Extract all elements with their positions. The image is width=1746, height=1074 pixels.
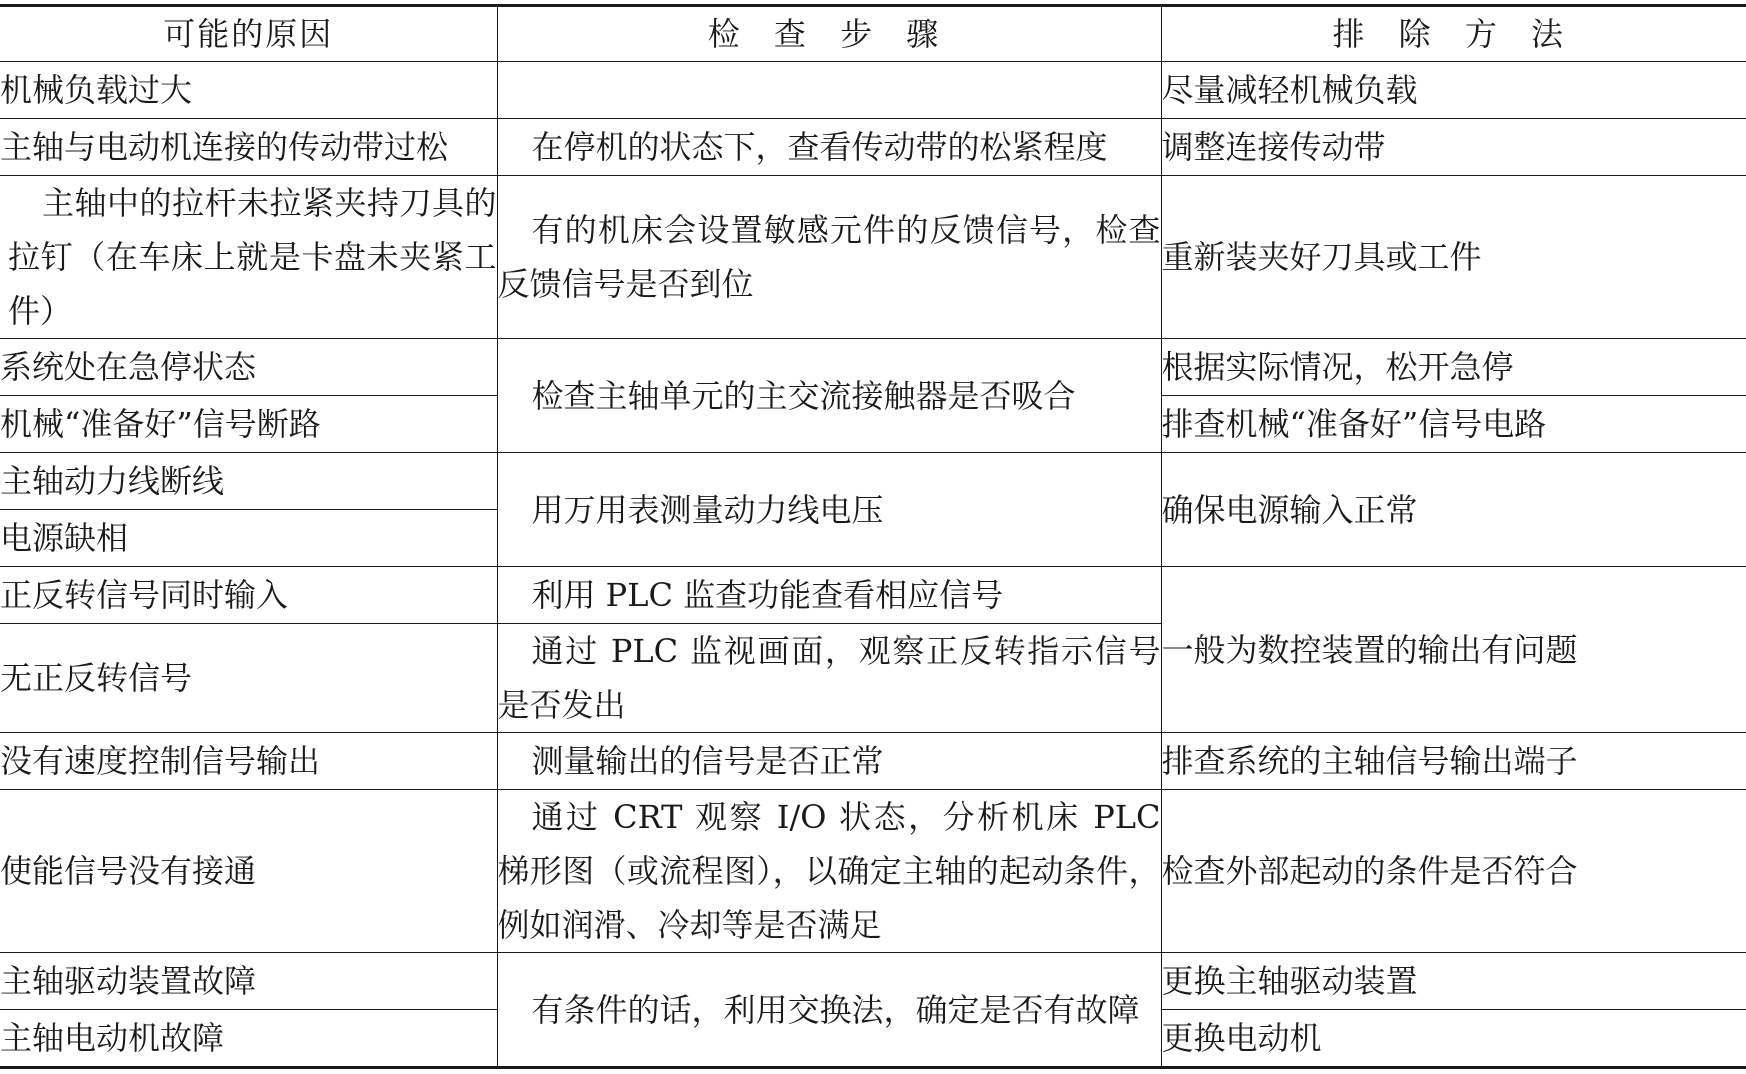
method-cell: 排查机械“准备好”信号电路 <box>1161 396 1746 453</box>
method-cell: 尽量减轻机械负载 <box>1161 62 1746 119</box>
cause-cell: 没有速度控制信号输出 <box>0 733 497 790</box>
table-row <box>0 62 1746 119</box>
cause-cell: 主轴与电动机连接的传动带过松 <box>0 119 497 176</box>
method-cell: 根据实际情况，松开急停 <box>1161 339 1746 396</box>
cause-cell: 使能信号没有接通 <box>0 790 497 953</box>
table-row <box>0 119 1746 176</box>
step-cell: 检查主轴单元的主交流接触器是否吸合 <box>497 339 1161 453</box>
method-cell: 更换主轴驱动装置 <box>1161 953 1746 1010</box>
cause-cell: 电源缺相 <box>0 510 497 567</box>
method-cell: 检查外部起动的条件是否符合 <box>1161 790 1746 953</box>
cause-cell: 主轴驱动装置故障 <box>0 953 497 1010</box>
table-header-row <box>0 6 1746 62</box>
step-cell: 利用 PLC 监查功能查看相应信号 <box>497 567 1161 624</box>
spindle-fault-table <box>0 4 1746 1069</box>
step-cell: 用万用表测量动力线电压 <box>497 453 1161 567</box>
method-cell: 重新装夹好刀具或工件 <box>1161 176 1746 339</box>
cause-cell: 无正反转信号 <box>0 624 497 733</box>
method-cell: 排查系统的主轴信号输出端子 <box>1161 733 1746 790</box>
step-cell: 在停机的状态下，查看传动带的松紧程度 <box>497 119 1161 176</box>
step-cell <box>497 62 1161 119</box>
table-row <box>0 567 1746 624</box>
method-cell: 一般为数控装置的输出有问题 <box>1161 567 1746 733</box>
cause-cell: 主轴电动机故障 <box>0 1010 497 1068</box>
cause-cell: 正反转信号同时输入 <box>0 567 497 624</box>
cause-cell: 主轴动力线断线 <box>0 453 497 510</box>
header-possible-cause: 可能的原因 <box>0 6 497 62</box>
header-remedy: 排 除 方 法 <box>1161 6 1746 62</box>
table-row <box>0 339 1746 396</box>
table-row <box>0 453 1746 510</box>
header-check-steps: 检 查 步 骤 <box>497 6 1161 62</box>
cause-cell: 系统处在急停状态 <box>0 339 497 396</box>
cause-cell: 机械负载过大 <box>0 62 497 119</box>
method-cell: 调整连接传动带 <box>1161 119 1746 176</box>
table-row <box>0 176 1746 339</box>
step-cell: 有的机床会设置敏感元件的反馈信号，检查反馈信号是否到位 <box>497 176 1161 339</box>
method-cell: 确保电源输入正常 <box>1161 453 1746 567</box>
table-row <box>0 953 1746 1010</box>
step-cell: 通过 PLC 监视画面，观察正反转指示信号是否发出 <box>497 624 1161 733</box>
step-cell: 测量输出的信号是否正常 <box>497 733 1161 790</box>
table-row <box>0 790 1746 953</box>
cause-cell: 机械“准备好”信号断路 <box>0 396 497 453</box>
cause-cell: 主轴中的拉杆未拉紧夹持刀具的拉钉（在车床上就是卡盘未夹紧工件） <box>0 176 497 339</box>
step-cell: 有条件的话，利用交换法，确定是否有故障 <box>497 953 1161 1068</box>
table-row <box>0 733 1746 790</box>
step-cell: 通过 CRT 观察 I/O 状态，分析机床 PLC 梯形图（或流程图），以确定主轴的起动条件，例如润滑、冷却等是否满足 <box>497 790 1161 953</box>
method-cell: 更换电动机 <box>1161 1010 1746 1068</box>
